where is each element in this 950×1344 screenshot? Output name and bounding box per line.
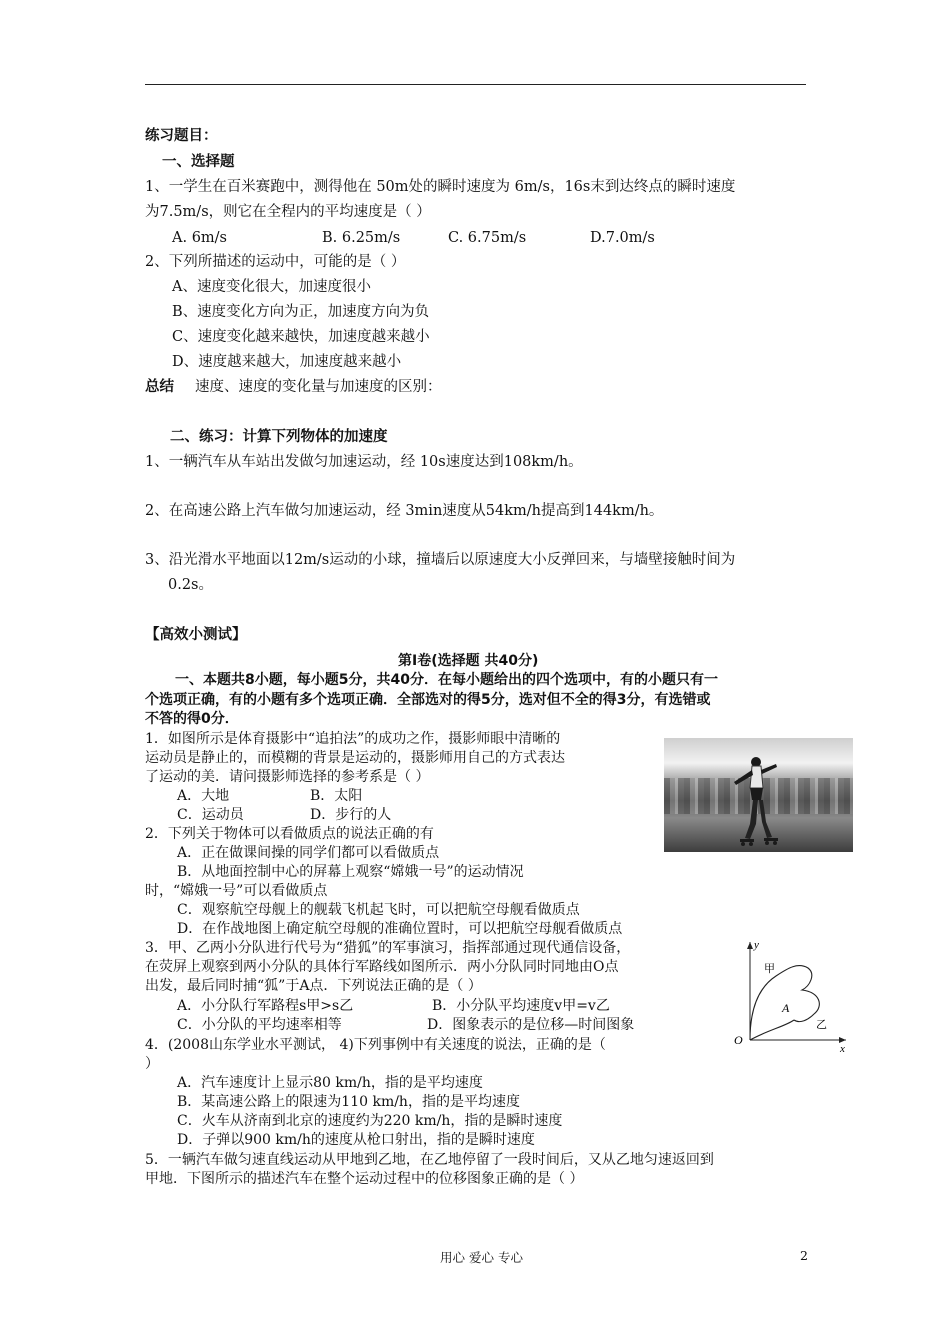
calc-subheading: 二、练习：计算下列物体的加速度: [170, 429, 388, 445]
page-number: 2: [800, 1248, 808, 1263]
quiz-q4-option-d: D．子弹以900 km/h的速度从枪口射出，指的是瞬时速度: [177, 1132, 535, 1148]
quiz-q1-line2: 运动员是静止的，而模糊的背景是运动的，摄影师用自己的方式表达: [145, 750, 565, 766]
q1-line1: 1、一学生在百米赛跑中，测得他在 50m处的瞬时速度为 6m/s，16s末到达终点的瞬时速度: [145, 179, 736, 195]
route-jia-label: 甲: [764, 962, 775, 975]
instructions-line3: 不答的得0分．: [145, 711, 239, 727]
quiz-q2-option-b-line2: 时，“嫦娥一号”可以看做质点: [145, 883, 328, 899]
practice-heading: 练习题目：: [145, 128, 218, 144]
quiz-q3-option-a: A．小分队行军路程s甲>s乙: [177, 998, 354, 1014]
q2-option-d: D、速度越来越大，加速度越来越小: [172, 354, 402, 370]
q2-option-a: A、速度变化很大，加速度很小: [172, 279, 371, 295]
instructions-line2: 个选项正确，有的小题有多个选项正确．全部选对的得5分，选对但不全的得3分，有选错或: [145, 692, 711, 708]
calc-item-1: 1、一辆汽车从车站出发做匀加速运动，经 10s速度达到108km/h。: [145, 454, 583, 470]
quiz-q4-line2: ）: [145, 1056, 159, 1072]
choice-subheading: 一、选择题: [162, 154, 235, 170]
point-a-label: A: [782, 1001, 790, 1015]
origin-label: O: [734, 1033, 743, 1047]
quiz-heading: 【高效小测试】: [145, 627, 247, 643]
quiz-q4-option-a: A．汽车速度计上显示80 km/h，指的是平均速度: [177, 1075, 483, 1091]
quiz-q4-option-b: B．某高速公路上的限速为110 km/h，指的是平均速度: [177, 1094, 520, 1110]
quiz-q3-line3: 出发，最后同时捕“狐”于A点．下列说法正确的是（ ）: [145, 978, 482, 994]
quiz-q2-stem: 2．下列关于物体可以看做质点的说法正确的有: [145, 826, 434, 842]
route-yi-label: 乙: [816, 1018, 827, 1031]
quiz-q2-option-c: C．观察航空母舰上的舰载飞机起飞时，可以把航空母舰看做质点: [177, 902, 580, 918]
q1-line2: 为7.5m/s，则它在全程内的平均速度是（ ）: [145, 204, 431, 220]
skater-photo: [664, 738, 853, 852]
summary-label: 总结: [145, 379, 174, 395]
quiz-q5-line1: 5．一辆汽车做匀速直线运动从甲地到乙地，在乙地停留了一段时间后，又从乙地匀速返回到: [145, 1152, 714, 1168]
quiz-q2-option-a: A．正在做课间操的同学们都可以看做质点: [177, 845, 440, 861]
calc-item-3-line1: 3、沿光滑水平地面以12m/s运动的小球，撞墙后以原速度大小反弹回来，与墙壁接触时间为: [145, 552, 736, 568]
q1-option-a: A. 6m/s: [172, 230, 227, 246]
q2-stem: 2、下列所描述的运动中，可能的是（ ）: [145, 254, 406, 270]
quiz-q1-option-a: A．大地: [177, 788, 230, 804]
quiz-q3-option-c: C．小分队的平均速率相等: [177, 1017, 342, 1033]
quiz-q1-line1: 1．如图所示是体育摄影中“追拍法”的成功之作，摄影师眼中清晰的: [145, 731, 561, 747]
x-axis-label: x: [840, 1043, 845, 1052]
quiz-q3-line2: 在荧屏上观察到两小分队的具体行军路线如图所示．两小分队同时同地由O点: [145, 959, 619, 975]
calc-item-2: 2、在高速公路上汽车做匀加速运动，经 3min速度从54km/h提高到144km/h。: [145, 503, 664, 519]
paper-title: 第Ⅰ卷(选择题 共40分): [398, 653, 539, 669]
summary-text: 速度、速度的变化量与加速度的区别：: [195, 379, 442, 395]
quiz-q4-option-c: C．火车从济南到北京的速度约为220 km/h，指的是瞬时速度: [177, 1113, 563, 1129]
q1-option-b: B. 6.25m/s: [322, 230, 401, 246]
quiz-q2-option-b-line1: B．从地面控制中心的屏幕上观察“嫦娥一号”的运动情况: [177, 864, 524, 880]
header-rule: [145, 84, 806, 85]
calc-item-3-line2: 0.2s。: [168, 577, 214, 593]
route-diagram: [728, 934, 850, 1052]
q2-option-c: C、速度变化越来越快，加速度越来越小: [172, 329, 430, 345]
quiz-q3-option-d: D．图象表示的是位移—时间图象: [427, 1017, 635, 1033]
quiz-q1-line3: 了运动的美．请问摄影师选择的参考系是（ ）: [145, 769, 430, 785]
quiz-q3-line1: 3．甲、乙两小分队进行代号为“猎狐”的军事演习，指挥部通过现代通信设备，: [145, 940, 631, 956]
instructions-line1: 一、本题共8小题，每小题5分，共40分．在每小题给出的四个选项中，有的小题只有一: [175, 672, 718, 688]
q1-option-d: D.7.0m/s: [590, 230, 655, 246]
quiz-q1-option-b: B．太阳: [310, 788, 363, 804]
quiz-q1-option-c: C．运动员: [177, 807, 244, 823]
quiz-q5-line2: 甲地．下图所示的描述汽车在整个运动过程中的位移图象正确的是（ ）: [145, 1171, 584, 1187]
q1-option-c: C. 6.75m/s: [448, 230, 527, 246]
quiz-q2-option-d: D．在作战地图上确定航空母舰的准确位置时，可以把航空母舰看做质点: [177, 921, 623, 937]
footer-slogan: 用心 爱心 专心: [440, 1250, 523, 1265]
quiz-q3-option-b: B．小分队平均速度v甲=v乙: [432, 998, 610, 1014]
y-axis-label: y: [754, 939, 759, 951]
q2-option-b: B、速度变化方向为正，加速度方向为负: [172, 304, 430, 320]
quiz-q1-option-d: D．步行的人: [310, 807, 392, 823]
quiz-q4-line1: 4．(2008山东学业水平测试， 4)下列事例中有关速度的说法，正确的是（: [145, 1037, 606, 1053]
